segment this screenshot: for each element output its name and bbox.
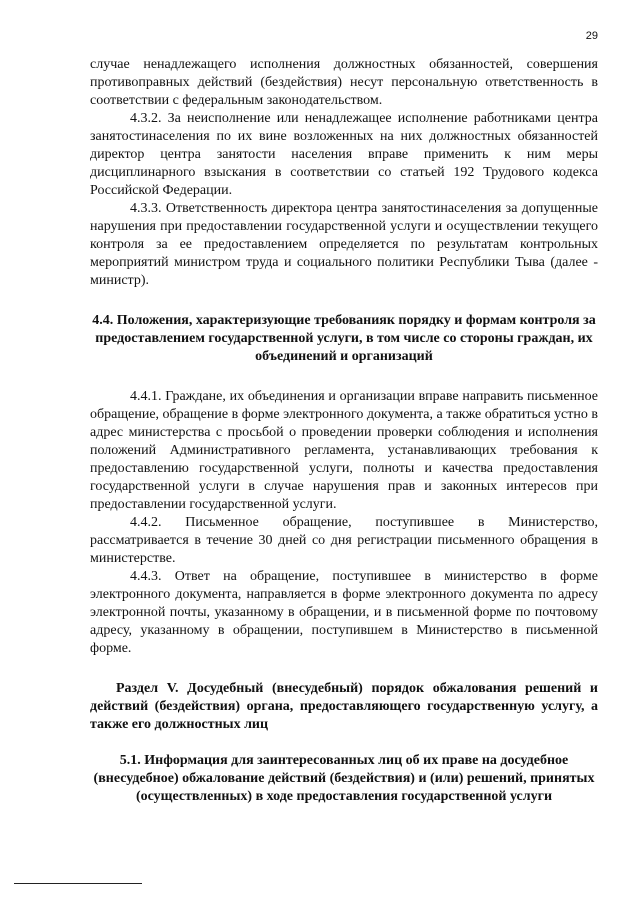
paragraph-4-3-2: 4.3.2. За неисполнение или ненадлежащее исполнение работниками центра занятостинаселения по их вине возложенных на них должностных обязанностей директор центра занятости населения вправе применить к ним меры дисциплинарного взыскания в соответствии со статьей 192 Трудового кодекса Российской Федерации. <box>90 111 598 198</box>
footnote-divider <box>14 883 142 884</box>
paragraph: случае ненадлежащего исполнения должностных обязанностей, совершения противоправных действий (бездействия) несут персональную ответственность в соответствии с федеральным законодательством. <box>90 57 598 108</box>
paragraph-4-4-3: 4.4.3. Ответ на обращение, поступившее в министерство в форме электронного документа, направляется в форме электронного документа по адресу электронной почты, указанному в обращении, и в письменной форме по почтовому адресу, указанному в обращении, поступившем в Министерство в письменной форме. <box>90 569 598 656</box>
page-number: 29 <box>585 30 598 42</box>
heading-4-4: 4.4. Положения, характеризующие требованияк порядку и формам контроля за предоставлением государственной услуги, в том числе со стороны граждан, их объединений и организаций <box>92 313 596 364</box>
paragraph-4-3-3: 4.3.3. Ответственность директора центра занятостинаселения за допущенные нарушения при предоставлении государственной услуги и осуществлении текущего контроля за ее предоставлением определяется по результатам контрольных мероприятий министром труда и социального политики Республики Тыва (далее - министр). <box>90 201 598 288</box>
heading-section-5: Раздел V. Досудебный (внесудебный) порядок обжалования решений и действий (бездействия) органа, предоставляющего государственную услугу, а также его должностных лиц <box>90 681 598 732</box>
paragraph-4-4-1: 4.4.1. Граждане, их объединения и организации вправе направить письменное обращение, обращение в форме электронного документа, а также обратиться устно в адрес министерства с просьбой о проведении проверки соблюдения и исполнения положений Административного регламента, устанавливающих требования к предоставлению государственной услуги, полноты и качества предоставления государственной услуги в случае нарушения прав и законных интересов при предоставлении государственной услуги. <box>90 389 598 512</box>
heading-5-1: 5.1. Информация для заинтересованных лиц об их праве на досудебное (внесудебное) обжалование действий (бездействия) и (или) решений, принятых (осуществленных) в ходе предоставления государственной услуги <box>93 753 595 804</box>
document-body <box>90 56 598 806</box>
paragraph-4-4-2: 4.4.2. Письменное обращение, поступившее в Министерство, рассматривается в течение 30 дней со дня регистрации письменного обращения в министерстве. <box>90 515 598 566</box>
